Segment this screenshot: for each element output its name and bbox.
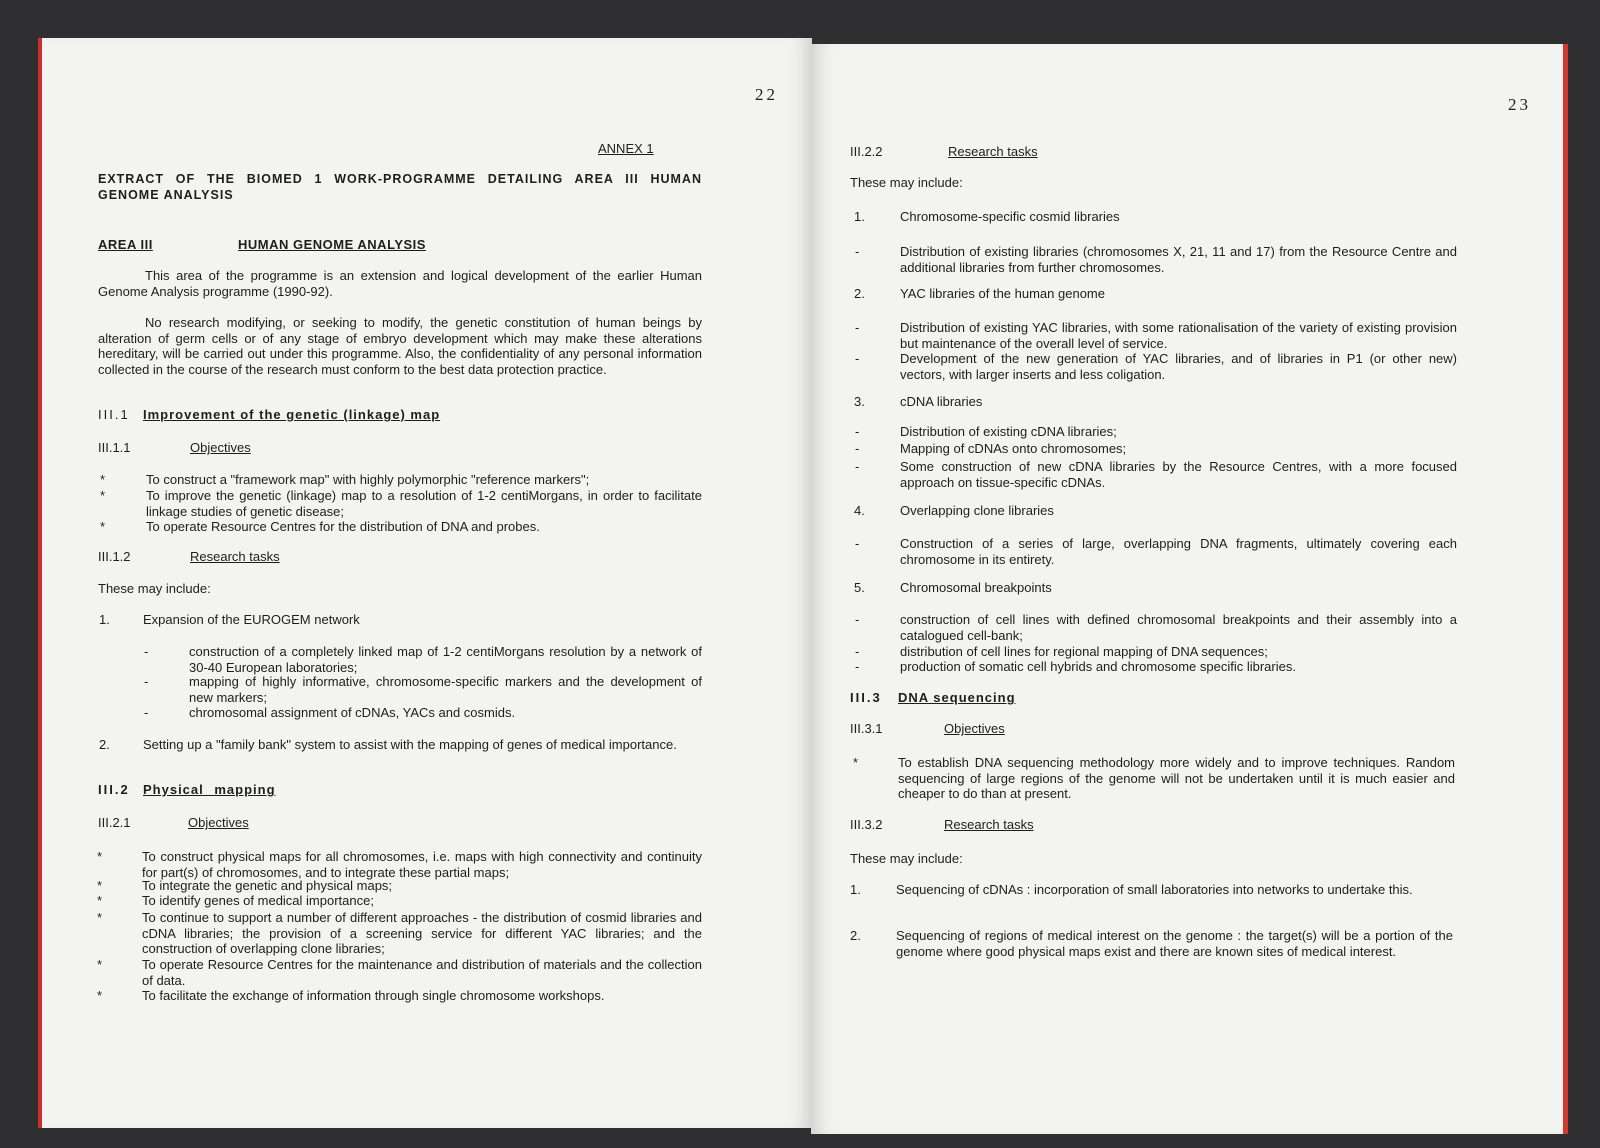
section-number: III.3 (850, 690, 882, 705)
bullet-item: To facilitate the exchange of information through single chromosome workshops. (142, 988, 605, 1003)
item-text: Chromosomal breakpoints (900, 580, 1052, 595)
sub-item: construction of a completely linked map of 1-2 centiMorgans resolution by a network of 30-40 European laboratories; (189, 644, 702, 675)
item-text: Overlapping clone libraries (900, 503, 1054, 518)
bullet-item: To identify genes of medical importance; (142, 893, 374, 908)
document-title: EXTRACT OF THE BIOMED 1 WORK-PROGRAMME DETAILING AREA III HUMAN GENOME ANALYSIS (98, 172, 702, 202)
dash-mark: - (855, 244, 860, 259)
item-number: 1. (854, 209, 865, 224)
dash-mark: - (855, 659, 860, 674)
sub-item: Distribution of existing libraries (chromosomes X, 21, 11 and 17) from the Resource Centre and additional libraries from further chromosomes. (900, 244, 1457, 275)
item-number: 4. (854, 503, 865, 518)
dash-mark: - (855, 459, 860, 474)
section-number: III.1 (98, 407, 130, 422)
dash-mark: - (144, 644, 149, 659)
item-number: 5. (854, 580, 865, 595)
section-number: III.2 (98, 782, 130, 797)
intro-text: These may include: (850, 175, 963, 190)
subsection-title: Research tasks (190, 549, 280, 564)
dash-mark: - (855, 320, 860, 335)
area-label: AREA III (98, 237, 153, 252)
dash-mark: - (855, 441, 860, 456)
bullet-mark: * (100, 519, 106, 534)
item-number: 2. (99, 737, 110, 752)
dash-mark: - (855, 351, 860, 366)
subsection-title: Research tasks (944, 817, 1034, 832)
dash-mark: - (144, 705, 149, 720)
sub-item: Construction of a series of large, overlapping DNA fragments, ultimately covering each chromosome in its entirety. (900, 536, 1457, 567)
subsection-number: III.3.1 (850, 721, 883, 736)
bullet-mark: * (100, 472, 106, 487)
item-text: Chromosome-specific cosmid libraries (900, 209, 1120, 224)
sub-item: Some construction of new cDNA libraries by the Resource Centres, with a more focused approach on tissue-specific cDNAs. (900, 459, 1457, 490)
sub-item: Distribution of existing cDNA libraries; (900, 424, 1117, 439)
ethics-paragraph: No research modifying, or seeking to modify, the genetic constitution of human beings by alteration of germ cells or of any stage of embryo development which may make these alterations hereditary, will be carried out under this programme. Also, the confidentiality of any personal information collected in the course of the research must conform to the best data protection practice. (98, 315, 702, 377)
subsection-number: III.1.2 (98, 549, 131, 564)
intro-text: These may include: (98, 581, 211, 596)
dash-mark: - (855, 612, 860, 627)
item-text: Expansion of the EUROGEM network (143, 612, 360, 627)
item-text: Sequencing of cDNAs : incorporation of small laboratories into networks to undertake this. (896, 882, 1413, 897)
item-text: Sequencing of regions of medical interest on the genome : the target(s) will be a portion of the genome where good physical maps exist and there are known sites of medical interest. (896, 928, 1453, 959)
bullet-item: To operate Resource Centres for the maintenance and distribution of materials and the collection of data. (142, 957, 702, 988)
item-number: 1. (850, 882, 861, 897)
section-title: DNA sequencing (898, 690, 1016, 705)
item-number: 1. (99, 612, 110, 627)
item-number: 2. (854, 286, 865, 301)
sub-item: chromosomal assignment of cDNAs, YACs and cosmids. (189, 705, 516, 720)
sub-item: production of somatic cell hybrids and chromosome specific libraries. (900, 659, 1296, 674)
bullet-item: To construct a "framework map" with highly polymorphic "reference markers"; (146, 472, 590, 487)
left-page (38, 38, 812, 1128)
section-title: Improvement of the genetic (linkage) map (143, 407, 441, 422)
annex-label: ANNEX 1 (598, 141, 654, 156)
page-number: 23 (1508, 95, 1531, 114)
right-page (811, 44, 1568, 1134)
dash-mark: - (855, 644, 860, 659)
bullet-item: To establish DNA sequencing methodology more widely and to improve techniques. Random sequencing of large regions of the genome will not be undertaken until it is much easier and cheaper to do than at present. (898, 755, 1455, 801)
bullet-mark: * (853, 755, 859, 770)
subsection-number: III.3.2 (850, 817, 883, 832)
subsection-number: III.2.2 (850, 144, 883, 159)
bullet-item: To continue to support a number of different approaches - the distribution of cosmid libraries and cDNA libraries; the provision of a screening service for different YAC libraries; and the construction of overlapping clone libraries; (142, 910, 702, 956)
bullet-item: To integrate the genetic and physical maps; (142, 878, 393, 893)
sub-item: mapping of highly informative, chromosome-specific markers and the development of new markers; (189, 674, 702, 705)
bullet-item: To operate Resource Centres for the distribution of DNA and probes. (146, 519, 540, 534)
item-text: Setting up a "family bank" system to assist with the mapping of genes of medical importance. (143, 737, 677, 752)
bullet-mark: * (97, 893, 103, 908)
subsection-title: Objectives (190, 440, 251, 455)
bullet-mark: * (100, 488, 106, 503)
bullet-mark: * (97, 878, 103, 893)
subsection-title: Research tasks (948, 144, 1038, 159)
subsection-number: III.1.1 (98, 440, 131, 455)
subsection-title: Objectives (944, 721, 1005, 736)
bullet-item: To improve the genetic (linkage) map to a resolution of 1-2 centiMorgans, in order to facilitate linkage studies of genetic disease; (146, 488, 702, 519)
bullet-mark: * (97, 988, 103, 1003)
page-number: 22 (755, 85, 778, 104)
sub-item: Distribution of existing YAC libraries, with some rationalisation of the variety of existing provision but maintenance of the overall level of service. (900, 320, 1457, 351)
sub-item: construction of cell lines with defined chromosomal breakpoints and their assembly into a catalogued cell-bank; (900, 612, 1457, 643)
item-text: YAC libraries of the human genome (900, 286, 1105, 301)
item-number: 2. (850, 928, 861, 943)
item-text: cDNA libraries (900, 394, 983, 409)
sub-item: Mapping of cDNAs onto chromosomes; (900, 441, 1127, 456)
intro-paragraph: This area of the programme is an extension and logical development of the earlier Human Genome Analysis programme (1990-92). (98, 268, 702, 299)
sub-item: Development of the new generation of YAC libraries, and of libraries in P1 (or other new) vectors, with larger inserts and less coligation. (900, 351, 1457, 382)
bullet-mark: * (97, 910, 103, 925)
section-title: Physical mapping (143, 782, 276, 797)
dash-mark: - (144, 674, 149, 689)
dash-mark: - (855, 536, 860, 551)
dash-mark: - (855, 424, 860, 439)
subsection-title: Objectives (188, 815, 249, 830)
bullet-item: To construct physical maps for all chromosomes, i.e. maps with high connectivity and continuity for part(s) of chromosomes, and to integrate these partial maps; (142, 849, 702, 880)
bullet-mark: * (97, 957, 103, 972)
sub-item: distribution of cell lines for regional mapping of DNA sequences; (900, 644, 1268, 659)
subsection-number: III.2.1 (98, 815, 131, 830)
bullet-mark: * (97, 849, 103, 864)
intro-text: These may include: (850, 851, 963, 866)
item-number: 3. (854, 394, 865, 409)
area-title: HUMAN GENOME ANALYSIS (238, 237, 426, 252)
